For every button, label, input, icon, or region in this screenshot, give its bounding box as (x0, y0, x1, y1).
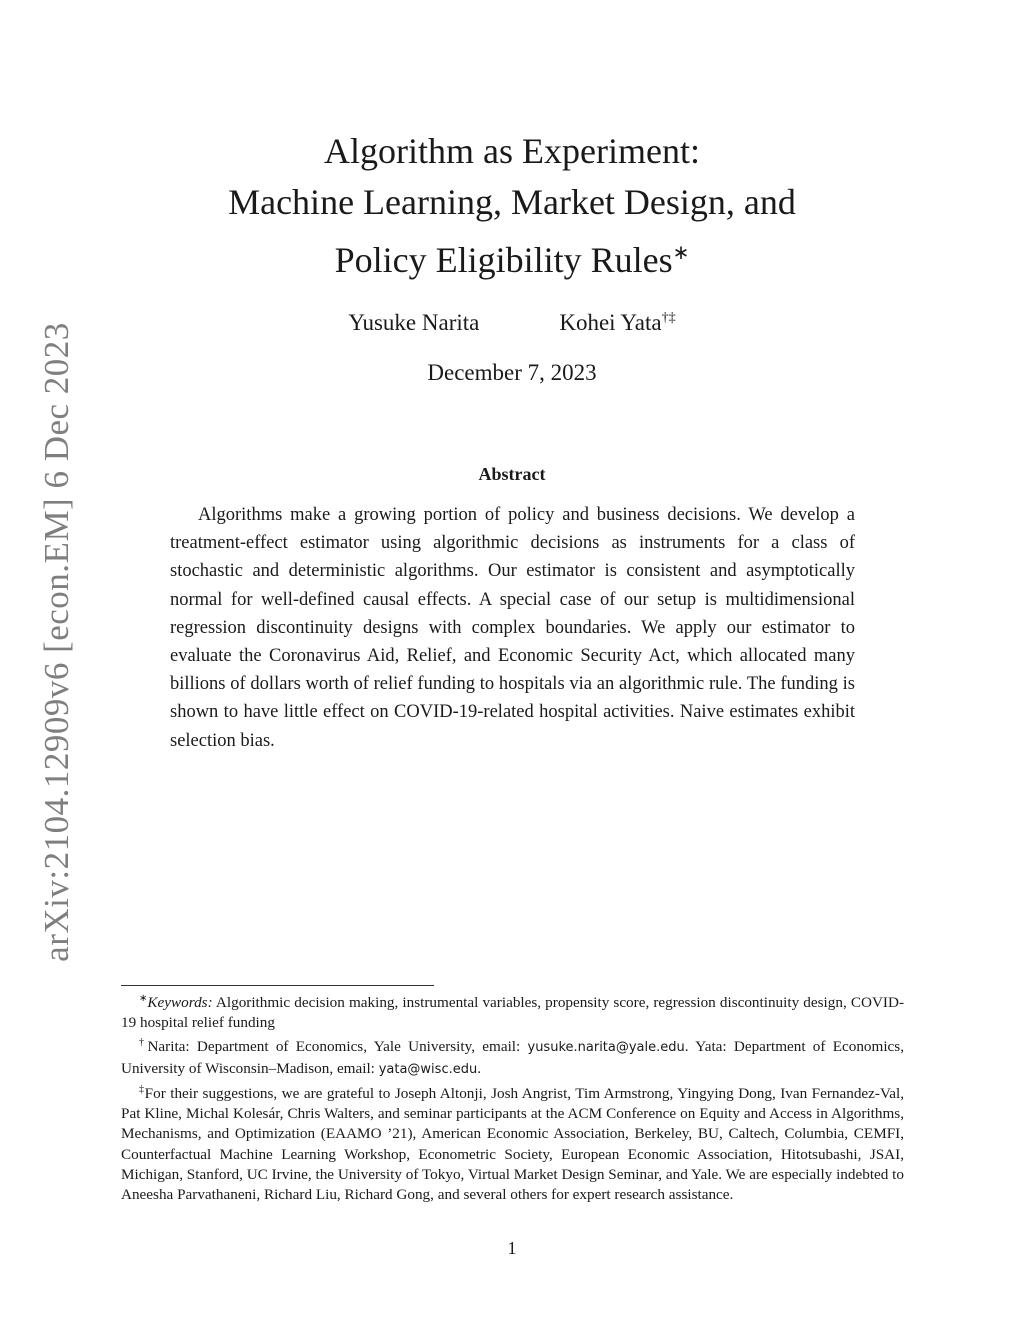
title-footnote-mark: ∗ (672, 242, 690, 264)
footnote-affiliations (121, 1033, 904, 1079)
title-line-1: Algorithm as Experiment: (324, 131, 700, 171)
footnote-mark: ‡ (139, 1083, 145, 1095)
paper-title (0, 126, 1024, 286)
author-name: Yusuke Narita (348, 310, 480, 335)
footnote-mark: ∗ (139, 993, 148, 1004)
abstract-heading: Abstract (478, 464, 546, 484)
email-link[interactable]: yata@wisc.edu (378, 1061, 478, 1077)
email-link[interactable]: yusuke.narita@yale.edu (527, 1040, 685, 1056)
author-name: Kohei Yata (559, 310, 662, 335)
author-list (0, 310, 1024, 336)
author (348, 310, 479, 336)
keywords-label: Keywords: (147, 994, 213, 1012)
title-line-3: Policy Eligibility Rules (334, 240, 673, 280)
affiliation-text: . (477, 1059, 482, 1077)
footnote-acknowledgements (121, 1080, 904, 1205)
acknowledgements-text: For their suggestions, we are grateful to Joseph Altonji, Josh Angrist, Tim Armstrong, Yingying Dong, Ivan Fernandez-Val, Pat Kline, Michal Kolesár, Chris Walters, and seminar participants at the ACM Conference on Equity and Access in Algorithms, Mechanisms, and Optimization (EAAMO ’21), American Economic Association, Berkeley, BU, Caltech, Columbia, CEMFI, Counterfactual Machine Learning Workshop, Econometric Society, European Economic Association, Hitotsubashi, JSAI, Michigan, Stanford, UC Irvine, the University of Tokyo, Virtual Market Design Seminar, and Yale. We are especially indebted to Aneesha Parvathaneni, Richard Liu, Richard Gong, and several others for expert research assistance. (121, 1085, 905, 1204)
paper-date: December 7, 2023 (427, 360, 597, 385)
keywords-text: Algorithmic decision making, instrumental variables, propensity score, regression discontinuity design, COVID-19 hospital relief funding (121, 994, 904, 1032)
page-number: 1 (507, 1238, 517, 1258)
arxiv-side-stamp: arXiv:2104.12909v6 [econ.EM] 6 Dec 2023 (37, 322, 76, 962)
affiliation-text: . Yata: Department of Economics, University of Wisconsin–Madison, email: (121, 1038, 904, 1077)
footnote-keywords (121, 989, 904, 1033)
affiliation-text: Narita: Department of Economics, Yale University, email: (147, 1038, 528, 1056)
author (559, 310, 675, 336)
abstract-text: Algorithms make a growing portion of policy and business decisions. We develop a treatment-effect estimator using algorithmic decisions as instruments for a class of stochastic and deterministic algorithms. Our estimator is consistent and asymptotically normal for well-defined causal effects. A special case of our setup is multidimensional regression discontinuity designs with complex boundaries. We apply our estimator to evaluate the Coronavirus Aid, Relief, and Economic Security Act, which allocated many billions of dollars worth of relief funding to hospitals via an algorithmic rule. The funding is shown to have little effect on COVID-19-related hospital activities. Naive estimates exhibit selection bias. (170, 505, 855, 751)
footnote-divider (121, 985, 434, 986)
footnotes (121, 989, 904, 1205)
title-line-2: Machine Learning, Market Design, and (228, 182, 796, 222)
footnote-mark: † (139, 1037, 148, 1049)
author-marks: †‡ (661, 310, 676, 326)
